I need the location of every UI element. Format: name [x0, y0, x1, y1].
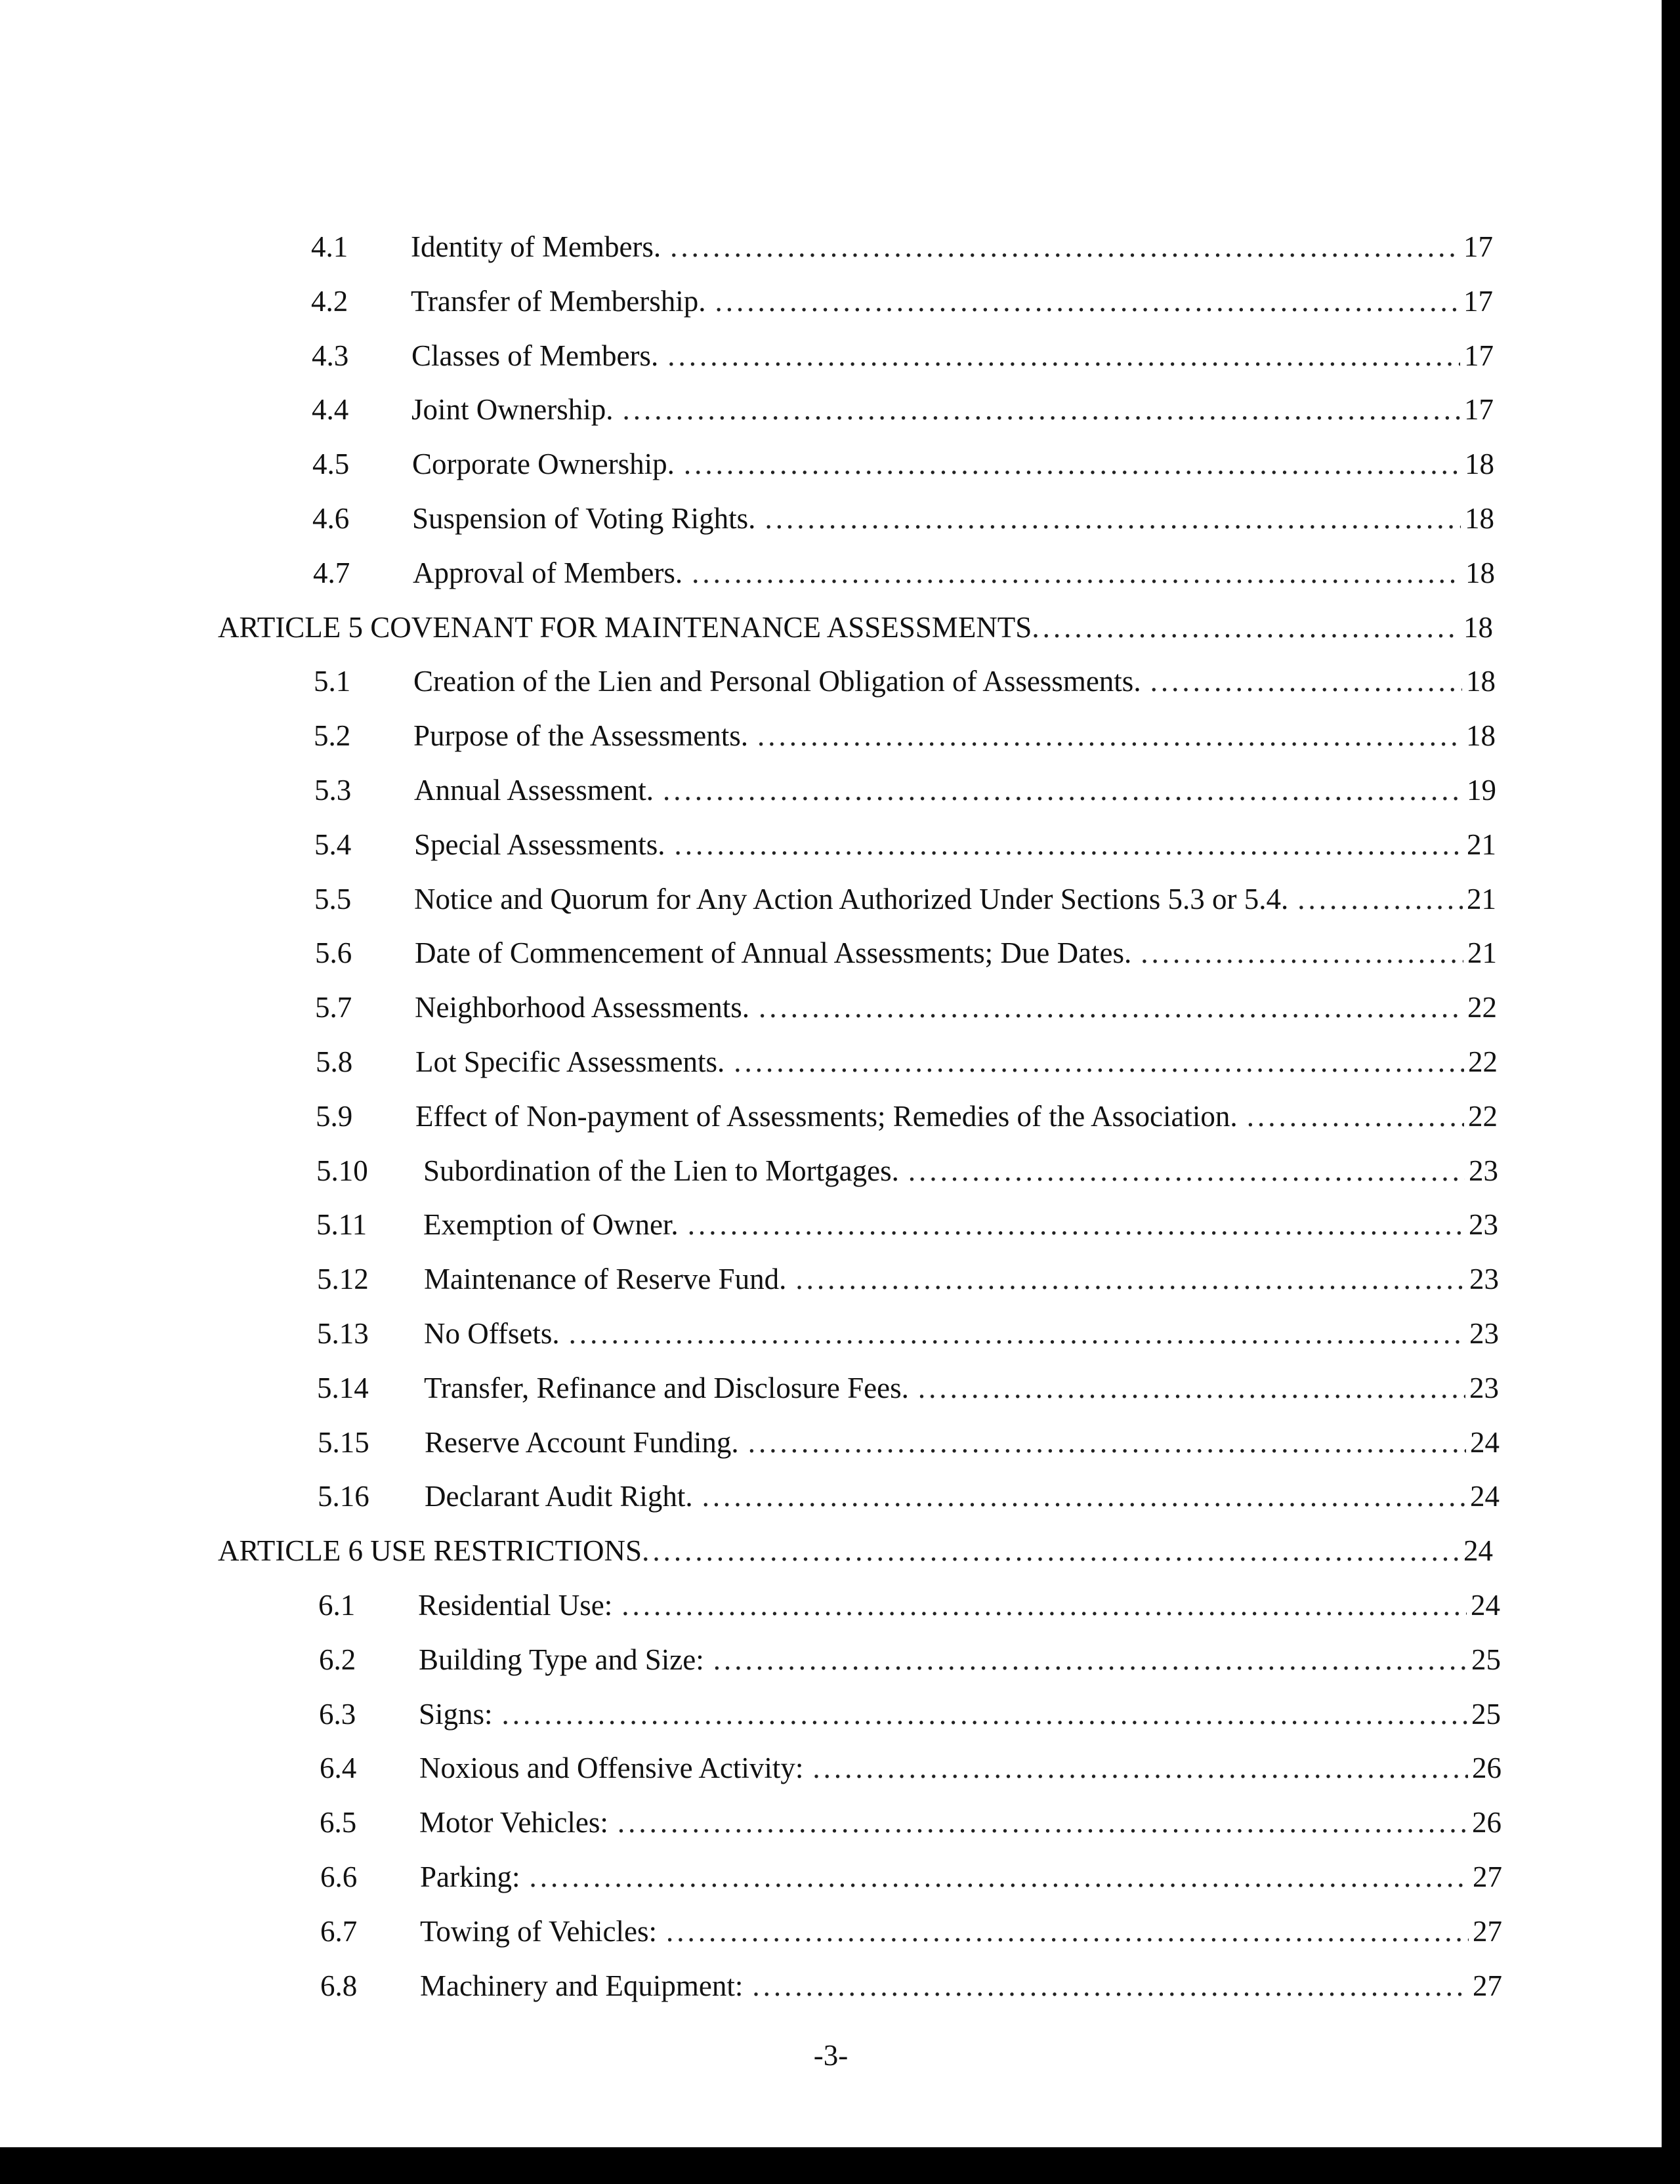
toc-entry-title: Machinery and Equipment:: [420, 1969, 744, 2002]
toc-page-number: 24: [1470, 1480, 1500, 1513]
toc-entry: [316, 1097, 1498, 1136]
toc-entry: [311, 227, 1493, 266]
toc-entry: [317, 1314, 1499, 1353]
toc-entry: [317, 1259, 1499, 1299]
toc-section-number: 5.12: [317, 1263, 369, 1296]
dot-leader: [663, 770, 1463, 810]
toc-entry-title: Towing of Vehicles:: [420, 1914, 657, 1948]
dot-leader: [667, 336, 1460, 375]
toc-entry: [313, 553, 1495, 593]
toc-page-number: 26: [1472, 1806, 1502, 1839]
toc-article-heading: [218, 1531, 1493, 1570]
toc-entry-title: Transfer of Membership.: [411, 284, 706, 318]
toc-entry: [315, 933, 1497, 973]
toc-entry: [312, 499, 1494, 538]
toc-page-number: 18: [1465, 448, 1494, 481]
dot-leader: [1141, 933, 1463, 973]
dot-leader: [748, 1423, 1466, 1462]
toc-entry-title: No Offsets.: [424, 1317, 560, 1350]
dot-leader: [692, 553, 1461, 593]
toc-section-number: 5.2: [314, 719, 351, 753]
toc-section-number: 5.13: [317, 1317, 369, 1350]
toc-entry-title: Special Assessments.: [414, 828, 665, 861]
toc-page-number: 24: [1463, 1534, 1493, 1568]
toc-page-number: 23: [1469, 1154, 1498, 1187]
dot-leader: [621, 1586, 1467, 1625]
toc-page-number: 27: [1473, 1860, 1502, 1893]
toc-section-number: 5.15: [318, 1425, 369, 1459]
page-number-footer: -3-: [813, 2039, 849, 2072]
dot-leader: [666, 1912, 1469, 1951]
toc-page-number: 27: [1473, 1914, 1502, 1948]
toc-section-number: 4.4: [312, 393, 349, 427]
toc-entry-title: Suspension of Voting Rights.: [412, 502, 756, 535]
dot-leader: [759, 988, 1463, 1027]
toc-page-number: 21: [1467, 882, 1496, 915]
toc-entry-title: Creation of the Lien and Personal Obligation of Assessments.: [413, 665, 1141, 698]
toc-entry: [318, 1477, 1500, 1516]
toc-page-number: 25: [1471, 1697, 1501, 1731]
toc-entry-title: Motor Vehicles:: [419, 1806, 608, 1839]
toc-section-number: 6.3: [319, 1697, 356, 1731]
toc-entry-title: Purpose of the Assessments.: [413, 719, 748, 753]
toc-entry-title: Parking:: [420, 1860, 520, 1893]
toc-page-number: 22: [1468, 1045, 1498, 1078]
toc-page-number: 23: [1469, 1208, 1498, 1242]
dot-leader: [1150, 662, 1462, 701]
dot-leader: [1032, 608, 1460, 647]
toc-entry-title: Classes of Members.: [411, 339, 659, 372]
toc-entry-title: Noxious and Offensive Activity:: [419, 1752, 804, 1785]
toc-entry-title: Subordination of the Lien to Mortgages.: [423, 1154, 899, 1187]
toc-entry: [316, 1205, 1498, 1244]
toc-entry-title: Maintenance of Reserve Fund.: [424, 1263, 787, 1296]
dot-leader: [713, 1640, 1467, 1679]
toc-section-number: 5.3: [314, 774, 352, 807]
dot-leader: [765, 499, 1461, 538]
toc-section-number: 4.6: [312, 502, 350, 535]
toc-section-number: 6.2: [319, 1643, 356, 1676]
toc-section-number: 5.6: [315, 936, 352, 970]
toc-entry-title: Transfer, Refinance and Disclosure Fees.: [424, 1371, 909, 1404]
toc-page-number: 25: [1471, 1643, 1501, 1676]
dot-leader: [623, 390, 1461, 429]
toc-page-number: 24: [1470, 1425, 1500, 1459]
dot-leader: [918, 1368, 1465, 1408]
toc-entry-title: Building Type and Size:: [419, 1643, 704, 1676]
toc-section-number: 4.5: [312, 448, 350, 481]
toc-entry: [317, 1368, 1499, 1408]
toc-section-number: 5.8: [316, 1045, 353, 1078]
toc-entry: [314, 770, 1496, 810]
toc-entry: [316, 1151, 1498, 1190]
toc-entry: [319, 1640, 1501, 1679]
toc-page-number: 23: [1469, 1317, 1499, 1350]
toc-section-number: 6.1: [318, 1589, 356, 1622]
dot-leader: [1247, 1097, 1464, 1136]
toc-entry: [319, 1694, 1501, 1734]
dot-leader: [618, 1803, 1468, 1842]
toc-entry: [320, 1857, 1502, 1897]
dot-leader: [812, 1748, 1468, 1788]
dot-leader: [674, 825, 1463, 864]
toc-section-number: 5.10: [316, 1154, 368, 1187]
toc-section-number: 5.11: [316, 1208, 368, 1242]
toc-page-number: 18: [1463, 610, 1493, 644]
toc-page-number: 21: [1467, 828, 1496, 861]
toc-entry-title: Identity of Members.: [411, 230, 662, 263]
toc-entry: [312, 336, 1494, 375]
toc-section-number: 5.5: [314, 882, 352, 915]
toc-page-number: 23: [1469, 1371, 1499, 1404]
toc-entry-title: Date of Commencement of Annual Assessments; Due Dates.: [415, 936, 1132, 970]
dot-leader: [757, 716, 1462, 755]
dot-leader: [670, 227, 1460, 266]
toc-section-number: 5.9: [316, 1099, 353, 1133]
toc-entry-title: Joint Ownership.: [411, 393, 614, 427]
toc-page-number: 18: [1466, 665, 1496, 698]
toc-entry: [320, 1748, 1502, 1788]
toc-section-number: 6.8: [320, 1969, 358, 2002]
toc-page-number: 18: [1465, 556, 1495, 589]
toc-page-number: 17: [1464, 393, 1494, 427]
dot-leader: [752, 1966, 1469, 2006]
toc-page-number: 22: [1468, 1099, 1498, 1133]
toc-page-number: 26: [1472, 1752, 1502, 1785]
toc-section-number: 6.4: [320, 1752, 357, 1785]
toc-entry: [314, 825, 1496, 864]
toc-entry: [311, 282, 1493, 321]
toc-entry: [314, 662, 1496, 701]
toc-entry: [316, 1042, 1498, 1082]
toc-section-number: 5.16: [318, 1480, 369, 1513]
dot-leader: [684, 444, 1461, 484]
toc-entry: [312, 444, 1494, 484]
dot-leader: [734, 1042, 1464, 1082]
toc-entry-title: Notice and Quorum for Any Action Authorized Under Sections 5.3 or 5.4.: [414, 882, 1289, 915]
toc-entry: [320, 1966, 1502, 2006]
toc-section-number: 4.1: [311, 230, 348, 263]
toc-entry-title: Residential Use:: [418, 1589, 613, 1622]
toc-entry-title: Lot Specific Assessments.: [415, 1045, 725, 1078]
toc-entry: [315, 988, 1497, 1027]
toc-entry-title: Declarant Audit Right.: [425, 1480, 693, 1513]
toc-page-number: 18: [1466, 719, 1496, 753]
dot-leader: [569, 1314, 1465, 1353]
toc-section-number: 4.2: [311, 284, 348, 318]
toc-section-number: 4.3: [312, 339, 349, 372]
dot-leader: [688, 1205, 1465, 1244]
toc-page-number: 24: [1471, 1589, 1500, 1622]
toc-entry-title: Exemption of Owner.: [423, 1208, 679, 1242]
toc-entry: [320, 1912, 1502, 1951]
toc-entry-title: Corporate Ownership.: [412, 448, 675, 481]
toc-entry-title: Approval of Members.: [413, 556, 683, 589]
toc-section-number: 5.1: [314, 665, 351, 698]
dot-leader: [502, 1694, 1467, 1734]
toc-page-number: 17: [1463, 284, 1493, 318]
toc-entry-title: Effect of Non-payment of Assessments; Remedies of the Association.: [415, 1099, 1238, 1133]
toc-page-number: 17: [1463, 230, 1493, 263]
toc-section-number: 6.5: [320, 1806, 357, 1839]
toc-page-number: 21: [1467, 936, 1497, 970]
toc-entry-title: Signs:: [419, 1697, 493, 1731]
dot-leader: [908, 1151, 1465, 1190]
toc-entry-title: Neighborhood Assessments.: [415, 991, 749, 1024]
toc-entry-title: ARTICLE 6 USE RESTRICTIONS: [218, 1534, 642, 1568]
toc-entry-title: ARTICLE 5 COVENANT FOR MAINTENANCE ASSESSMENTS: [218, 610, 1032, 644]
toc-page-number: 17: [1464, 339, 1494, 372]
toc-section-number: 5.7: [315, 991, 352, 1024]
toc-entry: [312, 390, 1494, 429]
dot-leader: [715, 282, 1460, 321]
toc-section-number: 6.6: [320, 1860, 358, 1893]
toc-section-number: 6.7: [320, 1914, 358, 1948]
toc-page-number: 23: [1469, 1263, 1499, 1296]
toc-entry: [314, 716, 1496, 755]
toc-page-number: 22: [1467, 991, 1497, 1024]
dot-leader: [702, 1477, 1466, 1516]
toc-section-number: 5.14: [317, 1371, 369, 1404]
dot-leader: [795, 1259, 1465, 1299]
toc-article-heading: [218, 608, 1493, 647]
toc-entry: [320, 1803, 1502, 1842]
toc-entry: [318, 1423, 1500, 1462]
toc-entry-title: Reserve Account Funding.: [425, 1425, 739, 1459]
toc-page-number: 19: [1467, 774, 1496, 807]
dot-leader: [1297, 879, 1463, 919]
toc-entry: [318, 1586, 1500, 1625]
toc-entry-title: Annual Assessment.: [414, 774, 654, 807]
toc-section-number: 4.7: [313, 556, 350, 589]
toc-page-number: 18: [1465, 502, 1494, 535]
toc-entry: [314, 879, 1496, 919]
toc-page-number: 27: [1473, 1969, 1502, 2002]
toc-section-number: 5.4: [314, 828, 352, 861]
dot-leader: [642, 1531, 1460, 1570]
dot-leader: [530, 1857, 1469, 1897]
